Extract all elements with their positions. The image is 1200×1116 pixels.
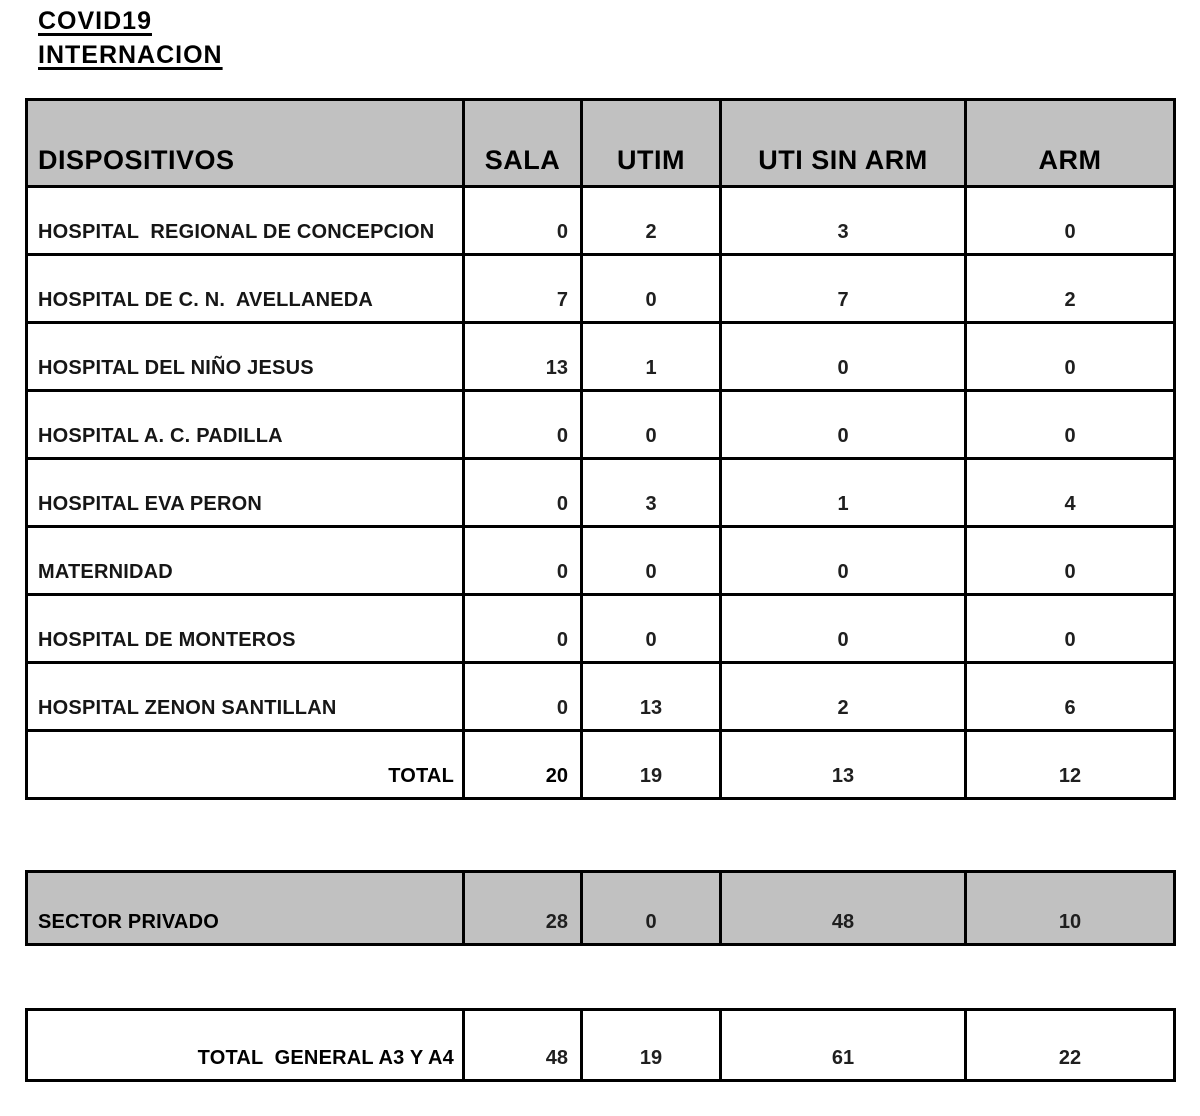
value-sala: 0 <box>464 187 582 255</box>
total-label: TOTAL <box>27 731 464 799</box>
column-header-sala: SALA <box>464 100 582 187</box>
value-utim: 13 <box>582 663 721 731</box>
value-utim: 3 <box>582 459 721 527</box>
sector-privado-sala: 28 <box>464 872 582 945</box>
report-title-line1: COVID19 <box>38 7 152 35</box>
total-utim: 19 <box>582 731 721 799</box>
value-uti-sin-arm: 2 <box>721 663 966 731</box>
sector-privado-label: SECTOR PRIVADO <box>27 872 464 945</box>
report-title <box>38 4 1200 72</box>
value-uti-sin-arm: 3 <box>721 187 966 255</box>
value-sala: 0 <box>464 663 582 731</box>
table-row <box>27 187 1175 255</box>
total-general-arm: 22 <box>966 1010 1175 1081</box>
value-sala: 0 <box>464 527 582 595</box>
value-sala: 0 <box>464 391 582 459</box>
value-sala: 13 <box>464 323 582 391</box>
value-uti-sin-arm: 0 <box>721 323 966 391</box>
value-utim: 0 <box>582 595 721 663</box>
row-label: HOSPITAL DEL NIÑO JESUS <box>27 323 464 391</box>
value-uti-sin-arm: 7 <box>721 255 966 323</box>
row-label: HOSPITAL DE MONTEROS <box>27 595 464 663</box>
value-arm: 2 <box>966 255 1175 323</box>
value-arm: 0 <box>966 527 1175 595</box>
total-general-table <box>25 1008 1176 1082</box>
total-row <box>27 731 1175 799</box>
table-row <box>27 595 1175 663</box>
value-arm: 0 <box>966 323 1175 391</box>
value-sala: 0 <box>464 459 582 527</box>
sector-privado-table <box>25 870 1176 946</box>
row-label: HOSPITAL EVA PERON <box>27 459 464 527</box>
table-row <box>27 459 1175 527</box>
value-arm: 0 <box>966 391 1175 459</box>
value-arm: 6 <box>966 663 1175 731</box>
table-row <box>27 323 1175 391</box>
total-arm: 12 <box>966 731 1175 799</box>
sector-privado-row <box>27 872 1175 945</box>
value-uti-sin-arm: 1 <box>721 459 966 527</box>
value-uti-sin-arm: 0 <box>721 595 966 663</box>
total-general-sala: 48 <box>464 1010 582 1081</box>
value-utim: 0 <box>582 527 721 595</box>
table-row <box>27 255 1175 323</box>
column-header-dispositivos: DISPOSITIVOS <box>27 100 464 187</box>
value-utim: 0 <box>582 391 721 459</box>
total-general-uti-sin-arm: 61 <box>721 1010 966 1081</box>
value-utim: 1 <box>582 323 721 391</box>
column-header-utim: UTIM <box>582 100 721 187</box>
header-row <box>27 100 1175 187</box>
table-row <box>27 391 1175 459</box>
sector-privado-uti-sin-arm: 48 <box>721 872 966 945</box>
value-sala: 0 <box>464 595 582 663</box>
sector-privado-arm: 10 <box>966 872 1175 945</box>
total-general-utim: 19 <box>582 1010 721 1081</box>
total-sala: 20 <box>464 731 582 799</box>
value-arm: 0 <box>966 595 1175 663</box>
value-sala: 7 <box>464 255 582 323</box>
table-row <box>27 527 1175 595</box>
row-label: HOSPITAL DE C. N. AVELLANEDA <box>27 255 464 323</box>
value-utim: 2 <box>582 187 721 255</box>
value-uti-sin-arm: 0 <box>721 527 966 595</box>
row-label: HOSPITAL ZENON SANTILLAN <box>27 663 464 731</box>
table-row <box>27 663 1175 731</box>
total-uti-sin-arm: 13 <box>721 731 966 799</box>
row-label: MATERNIDAD <box>27 527 464 595</box>
report-title-line2: INTERNACION <box>38 41 223 69</box>
sector-privado-utim: 0 <box>582 872 721 945</box>
value-arm: 0 <box>966 187 1175 255</box>
column-header-uti-sin-arm: UTI SIN ARM <box>721 100 966 187</box>
total-general-row <box>27 1010 1175 1081</box>
value-arm: 4 <box>966 459 1175 527</box>
internacion-table <box>25 98 1176 800</box>
row-label: HOSPITAL REGIONAL DE CONCEPCION <box>27 187 464 255</box>
row-label: HOSPITAL A. C. PADILLA <box>27 391 464 459</box>
column-header-arm: ARM <box>966 100 1175 187</box>
value-uti-sin-arm: 0 <box>721 391 966 459</box>
total-general-label: TOTAL GENERAL A3 Y A4 <box>27 1010 464 1081</box>
value-utim: 0 <box>582 255 721 323</box>
